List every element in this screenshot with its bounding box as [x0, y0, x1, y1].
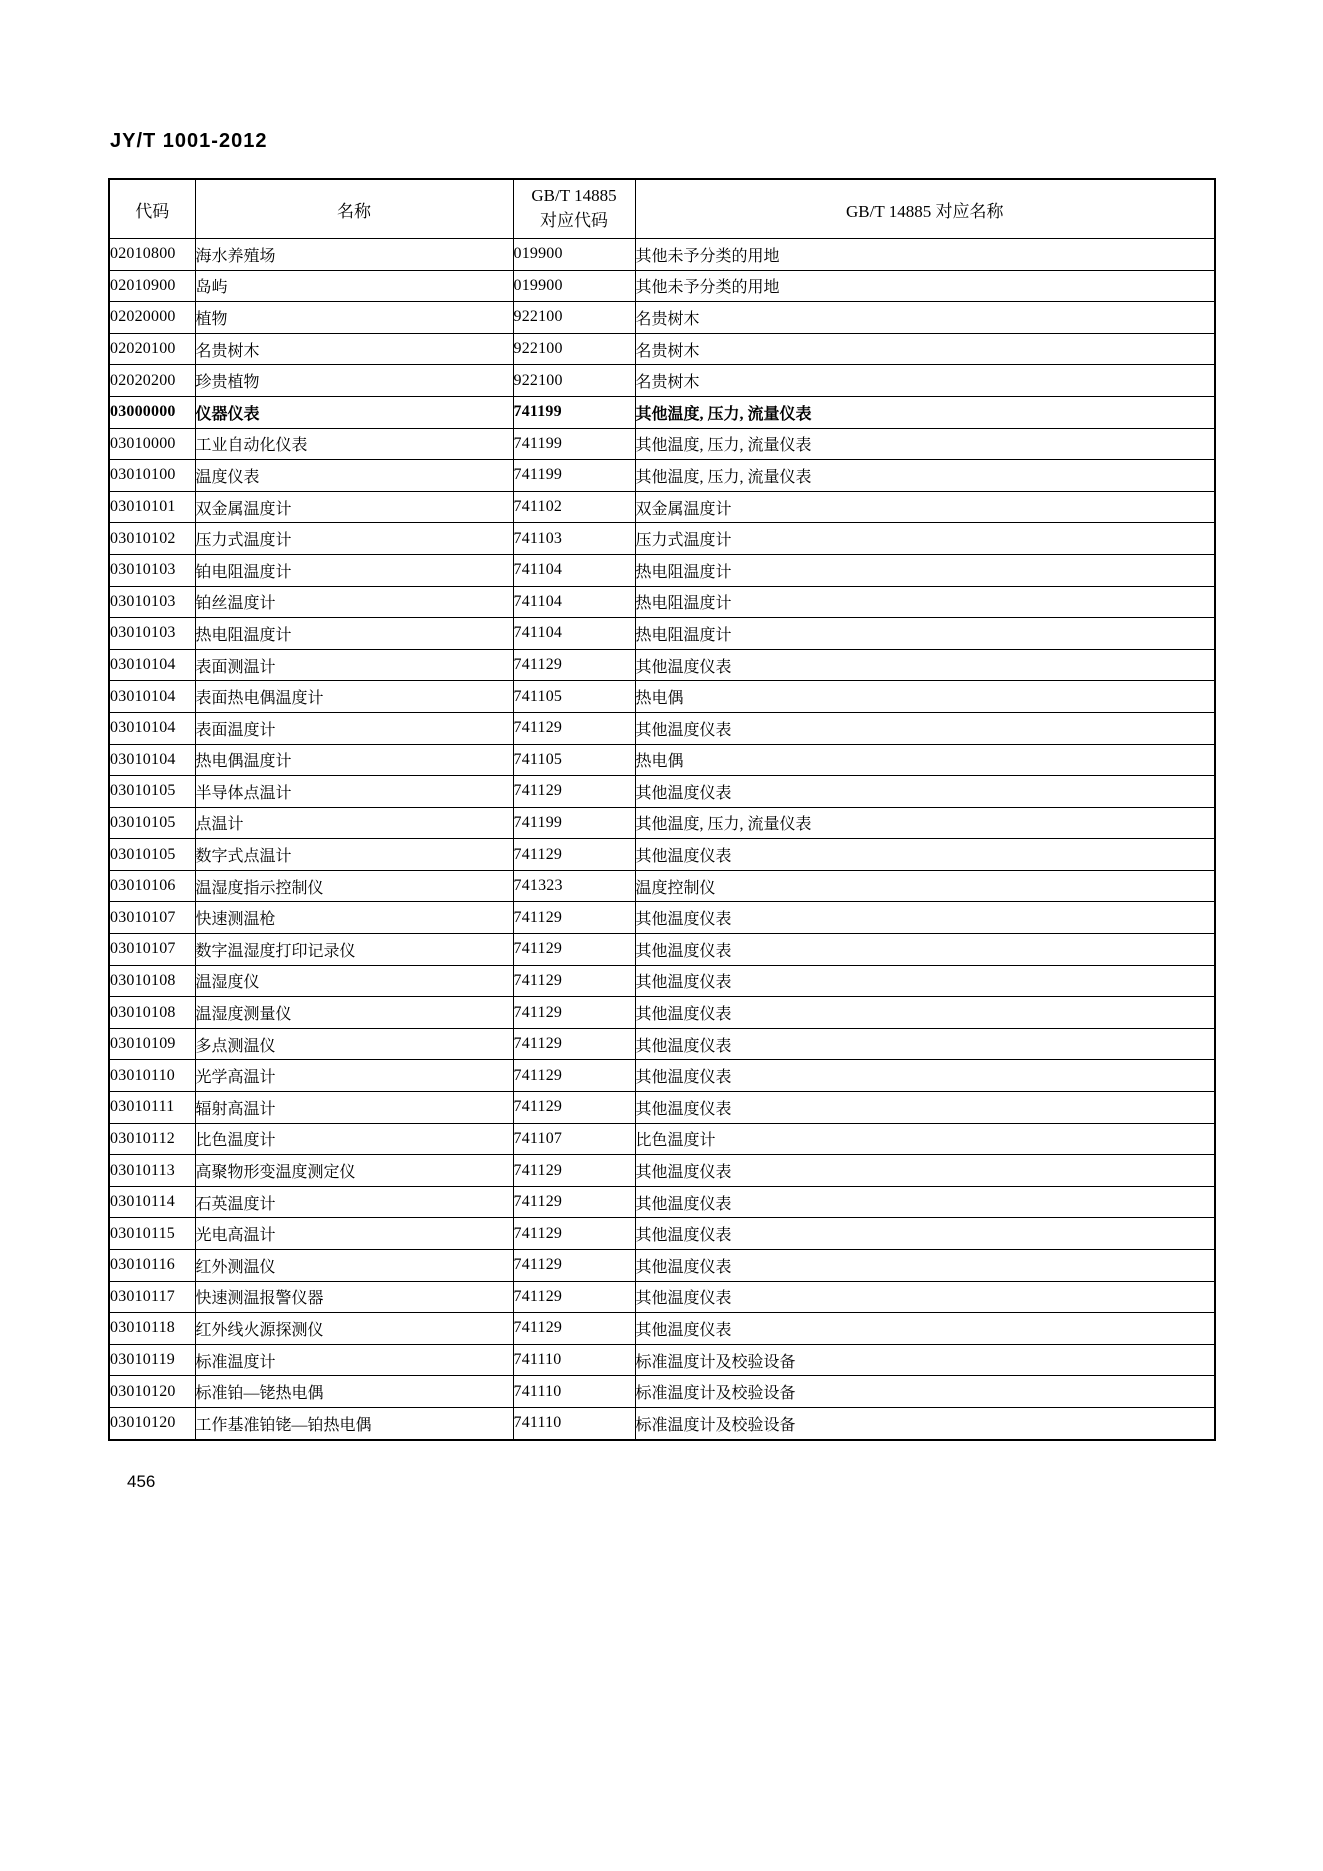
cell-gb-name: 其他温度仪表: [635, 1155, 1215, 1187]
cell-name: 标准温度计: [195, 1344, 513, 1376]
cell-gb-code: 741102: [513, 491, 635, 523]
cell-gb-name: 其他温度仪表: [635, 1060, 1215, 1092]
table-row: [109, 586, 1215, 618]
cell-name: 高聚物形变温度测定仪: [195, 1155, 513, 1187]
cell-code: 03010119: [109, 1344, 195, 1376]
table-row: [109, 1376, 1215, 1408]
column-header-gb-code: [513, 179, 635, 239]
cell-gb-code: 741129: [513, 1155, 635, 1187]
cell-gb-name: 其他温度仪表: [635, 1092, 1215, 1124]
table-row: [109, 902, 1215, 934]
table-row: [109, 839, 1215, 871]
table-row: [109, 239, 1215, 271]
table-body: [109, 239, 1215, 1440]
cell-name: 工业自动化仪表: [195, 428, 513, 460]
cell-code: 03010107: [109, 934, 195, 966]
table-row: [109, 649, 1215, 681]
cell-code: 03010105: [109, 839, 195, 871]
cell-gb-code: 741105: [513, 681, 635, 713]
cell-gb-code: 741199: [513, 460, 635, 492]
cell-gb-code: 741129: [513, 997, 635, 1029]
table-row: [109, 1313, 1215, 1345]
cell-gb-code: 741104: [513, 586, 635, 618]
cell-gb-code: 741129: [513, 1313, 635, 1345]
table-row: [109, 934, 1215, 966]
cell-code: 03010101: [109, 491, 195, 523]
cell-gb-name: 其他温度仪表: [635, 1218, 1215, 1250]
classification-table-container: [108, 178, 1214, 1441]
column-header-code: 代码: [109, 179, 195, 239]
cell-gb-name: 热电阻温度计: [635, 586, 1215, 618]
cell-name: 工作基准铂铑—铂热电偶: [195, 1407, 513, 1439]
cell-gb-code: 741129: [513, 649, 635, 681]
table-row: [109, 1123, 1215, 1155]
cell-name: 铂电阻温度计: [195, 554, 513, 586]
table-row: [109, 712, 1215, 744]
cell-gb-code: 741129: [513, 1281, 635, 1313]
cell-name: 表面温度计: [195, 712, 513, 744]
table-row: [109, 807, 1215, 839]
cell-code: 03010103: [109, 554, 195, 586]
cell-code: 03010106: [109, 870, 195, 902]
cell-name: 光学高温计: [195, 1060, 513, 1092]
cell-gb-name: 双金属温度计: [635, 491, 1215, 523]
table-row: [109, 1407, 1215, 1439]
cell-gb-name: 其他温度仪表: [635, 902, 1215, 934]
cell-code: 03010104: [109, 681, 195, 713]
cell-gb-name: 其他温度, 压力, 流量仪表: [635, 460, 1215, 492]
cell-gb-name: 标准温度计及校验设备: [635, 1376, 1215, 1408]
cell-gb-name: 标准温度计及校验设备: [635, 1344, 1215, 1376]
cell-gb-code: 741129: [513, 1186, 635, 1218]
cell-gb-name: 其他温度仪表: [635, 649, 1215, 681]
cell-gb-name: 其他未予分类的用地: [635, 239, 1215, 271]
cell-gb-code: 741129: [513, 1250, 635, 1282]
cell-gb-name: 比色温度计: [635, 1123, 1215, 1155]
cell-gb-code: 741107: [513, 1123, 635, 1155]
cell-name: 仪器仪表: [195, 396, 513, 428]
cell-name: 数字式点温计: [195, 839, 513, 871]
cell-name: 海水养殖场: [195, 239, 513, 271]
cell-code: 02020100: [109, 333, 195, 365]
cell-gb-code: 922100: [513, 365, 635, 397]
cell-gb-name: 热电偶: [635, 744, 1215, 776]
cell-name: 石英温度计: [195, 1186, 513, 1218]
table-row: [109, 428, 1215, 460]
classification-table: [108, 178, 1216, 1441]
table-row: [109, 1028, 1215, 1060]
cell-name: 名贵树木: [195, 333, 513, 365]
cell-code: 03010118: [109, 1313, 195, 1345]
cell-code: 03010100: [109, 460, 195, 492]
cell-gb-name: 名贵树木: [635, 365, 1215, 397]
cell-code: 03010108: [109, 997, 195, 1029]
cell-gb-name: 名贵树木: [635, 302, 1215, 334]
cell-gb-name: 其他未予分类的用地: [635, 270, 1215, 302]
cell-name: 双金属温度计: [195, 491, 513, 523]
table-row: [109, 997, 1215, 1029]
cell-code: 03000000: [109, 396, 195, 428]
table-row: [109, 1250, 1215, 1282]
table-row: [109, 491, 1215, 523]
cell-name: 点温计: [195, 807, 513, 839]
cell-code: 03010113: [109, 1155, 195, 1187]
table-row: [109, 1060, 1215, 1092]
cell-gb-code: 741110: [513, 1407, 635, 1439]
cell-name: 温湿度指示控制仪: [195, 870, 513, 902]
table-row: [109, 1092, 1215, 1124]
cell-gb-code: 741129: [513, 902, 635, 934]
cell-gb-name: 其他温度仪表: [635, 776, 1215, 808]
cell-gb-name: 其他温度, 压力, 流量仪表: [635, 428, 1215, 460]
cell-gb-code: 741129: [513, 965, 635, 997]
table-row: [109, 523, 1215, 555]
column-header-name: 名称: [195, 179, 513, 239]
cell-code: 03010110: [109, 1060, 195, 1092]
cell-gb-code: 922100: [513, 302, 635, 334]
table-row: [109, 1155, 1215, 1187]
cell-code: 03010117: [109, 1281, 195, 1313]
table-row: [109, 333, 1215, 365]
cell-gb-name: 其他温度仪表: [635, 712, 1215, 744]
page-number: 456: [127, 1472, 156, 1491]
cell-gb-code: 741110: [513, 1376, 635, 1408]
cell-name: 光电高温计: [195, 1218, 513, 1250]
cell-gb-code: 741129: [513, 1218, 635, 1250]
cell-name: 热电阻温度计: [195, 618, 513, 650]
page-header: JY/T 1001-2012: [110, 130, 268, 152]
cell-gb-name: 名贵树木: [635, 333, 1215, 365]
cell-gb-name: 热电阻温度计: [635, 554, 1215, 586]
cell-name: 植物: [195, 302, 513, 334]
cell-code: 03010104: [109, 712, 195, 744]
cell-gb-name: 其他温度仪表: [635, 1281, 1215, 1313]
table-row: [109, 744, 1215, 776]
cell-gb-name: 其他温度仪表: [635, 839, 1215, 871]
cell-code: 03010120: [109, 1376, 195, 1408]
cell-gb-name: 热电阻温度计: [635, 618, 1215, 650]
cell-gb-name: 其他温度仪表: [635, 1028, 1215, 1060]
cell-gb-name: 温度控制仪: [635, 870, 1215, 902]
table-row: [109, 1344, 1215, 1376]
cell-gb-code: 741129: [513, 839, 635, 871]
table-row: [109, 302, 1215, 334]
cell-name: 快速测温枪: [195, 902, 513, 934]
cell-code: 03010111: [109, 1092, 195, 1124]
cell-gb-code: 741199: [513, 428, 635, 460]
cell-code: 02020200: [109, 365, 195, 397]
cell-code: 03010109: [109, 1028, 195, 1060]
cell-gb-code: 922100: [513, 333, 635, 365]
cell-name: 半导体点温计: [195, 776, 513, 808]
cell-name: 压力式温度计: [195, 523, 513, 555]
cell-gb-code: 741129: [513, 776, 635, 808]
cell-gb-code: 741129: [513, 1060, 635, 1092]
table-row: [109, 270, 1215, 302]
cell-gb-code: 019900: [513, 239, 635, 271]
table-row: [109, 681, 1215, 713]
table-row: [109, 396, 1215, 428]
cell-gb-code: 741104: [513, 554, 635, 586]
cell-code: 03010000: [109, 428, 195, 460]
table-row: [109, 1281, 1215, 1313]
cell-gb-name: 其他温度, 压力, 流量仪表: [635, 396, 1215, 428]
cell-name: 标准铂—铑热电偶: [195, 1376, 513, 1408]
cell-gb-code: 741199: [513, 396, 635, 428]
cell-name: 温湿度测量仪: [195, 997, 513, 1029]
cell-gb-code: 741104: [513, 618, 635, 650]
cell-name: 快速测温报警仪器: [195, 1281, 513, 1313]
cell-gb-name: 热电偶: [635, 681, 1215, 713]
cell-gb-name: 压力式温度计: [635, 523, 1215, 555]
cell-name: 多点测温仪: [195, 1028, 513, 1060]
cell-name: 红外线火源探测仪: [195, 1313, 513, 1345]
cell-code: 02020000: [109, 302, 195, 334]
cell-gb-code: 741323: [513, 870, 635, 902]
cell-code: 02010800: [109, 239, 195, 271]
cell-code: 03010105: [109, 776, 195, 808]
cell-code: 03010105: [109, 807, 195, 839]
table-row: [109, 1218, 1215, 1250]
column-header-gb-code-line2: 对应代码: [540, 211, 608, 230]
cell-name: 热电偶温度计: [195, 744, 513, 776]
cell-gb-name: 其他温度, 压力, 流量仪表: [635, 807, 1215, 839]
column-header-gb-name: GB/T 14885 对应名称: [635, 179, 1215, 239]
cell-gb-name: 其他温度仪表: [635, 1313, 1215, 1345]
cell-gb-name: 其他温度仪表: [635, 997, 1215, 1029]
table-row: [109, 365, 1215, 397]
cell-name: 表面热电偶温度计: [195, 681, 513, 713]
cell-code: 03010107: [109, 902, 195, 934]
cell-gb-code: 741105: [513, 744, 635, 776]
cell-code: 03010114: [109, 1186, 195, 1218]
cell-code: 03010104: [109, 744, 195, 776]
cell-name: 红外测温仪: [195, 1250, 513, 1282]
cell-gb-code: 741199: [513, 807, 635, 839]
cell-gb-name: 其他温度仪表: [635, 1186, 1215, 1218]
table-header-row: [109, 179, 1215, 239]
table-row: [109, 965, 1215, 997]
table-row: [109, 618, 1215, 650]
cell-name: 铂丝温度计: [195, 586, 513, 618]
cell-name: 辐射高温计: [195, 1092, 513, 1124]
table-row: [109, 460, 1215, 492]
cell-code: 03010102: [109, 523, 195, 555]
cell-code: 03010104: [109, 649, 195, 681]
table-row: [109, 554, 1215, 586]
cell-name: 比色温度计: [195, 1123, 513, 1155]
table-row: [109, 1186, 1215, 1218]
cell-code: 03010108: [109, 965, 195, 997]
cell-code: 03010115: [109, 1218, 195, 1250]
cell-name: 温湿度仪: [195, 965, 513, 997]
cell-name: 珍贵植物: [195, 365, 513, 397]
cell-name: 表面测温计: [195, 649, 513, 681]
cell-gb-code: 741129: [513, 1092, 635, 1124]
cell-gb-name: 标准温度计及校验设备: [635, 1407, 1215, 1439]
cell-gb-code: 741129: [513, 712, 635, 744]
cell-code: 03010103: [109, 618, 195, 650]
cell-code: 03010103: [109, 586, 195, 618]
table-row: [109, 870, 1215, 902]
cell-code: 03010116: [109, 1250, 195, 1282]
cell-name: 温度仪表: [195, 460, 513, 492]
cell-name: 数字温湿度打印记录仪: [195, 934, 513, 966]
table-header: [109, 179, 1215, 239]
column-header-gb-code-line1: GB/T 14885: [531, 186, 617, 206]
cell-gb-code: 741103: [513, 523, 635, 555]
cell-gb-name: 其他温度仪表: [635, 934, 1215, 966]
cell-code: 02010900: [109, 270, 195, 302]
cell-code: 03010120: [109, 1407, 195, 1439]
cell-gb-name: 其他温度仪表: [635, 1250, 1215, 1282]
cell-code: 03010112: [109, 1123, 195, 1155]
cell-gb-code: 741110: [513, 1344, 635, 1376]
cell-gb-code: 741129: [513, 1028, 635, 1060]
cell-gb-name: 其他温度仪表: [635, 965, 1215, 997]
table-row: [109, 776, 1215, 808]
cell-name: 岛屿: [195, 270, 513, 302]
cell-gb-code: 019900: [513, 270, 635, 302]
cell-gb-code: 741129: [513, 934, 635, 966]
